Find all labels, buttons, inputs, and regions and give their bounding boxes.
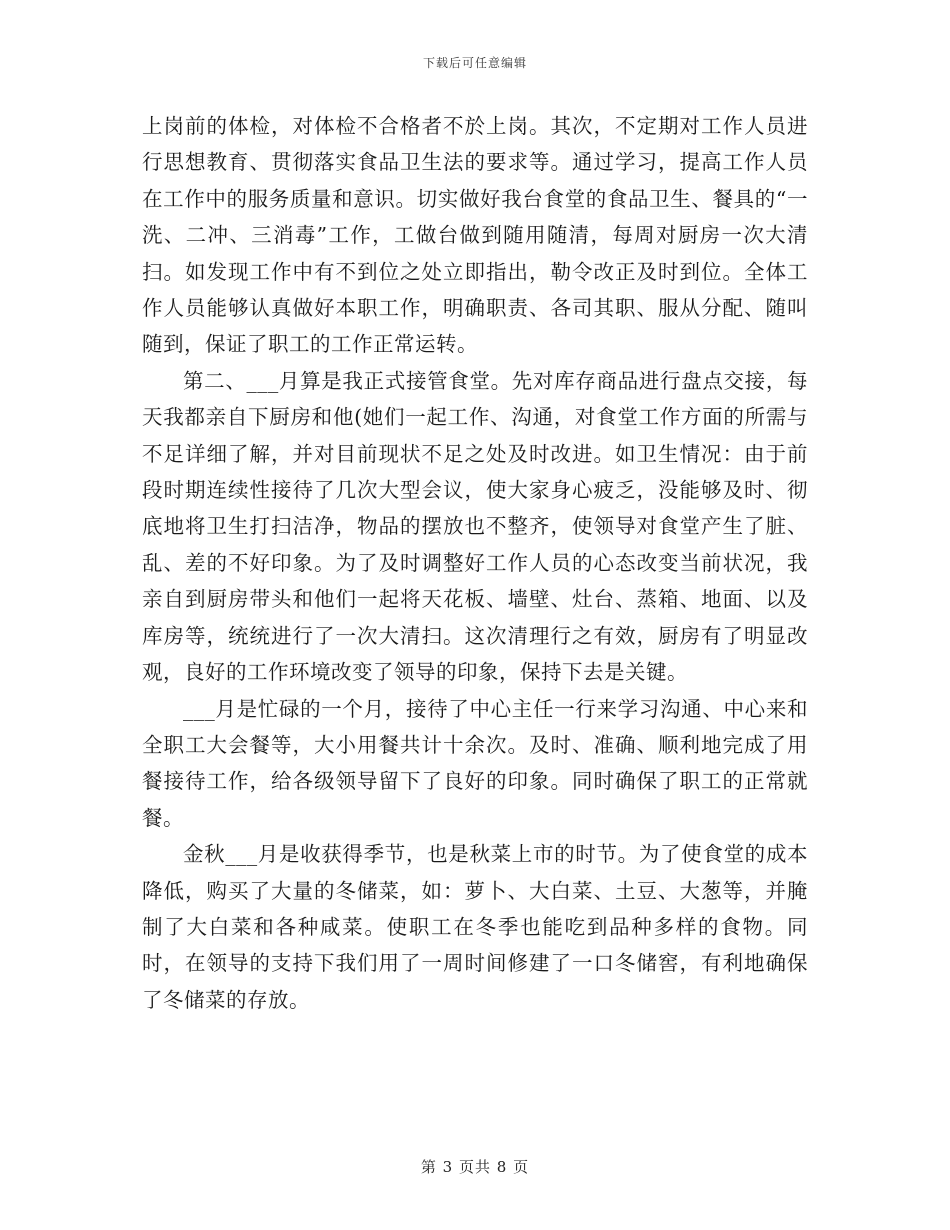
paragraph-1: 上岗前的体检，对体检不合格者不於上岗。其次，不定期对工作人员进行思想教育、贯彻落实食品卫生法的要求等。通过学习，提高工作人员在工作中的服务质量和意识。切实做好我台食堂的食品卫生、餐具的“一洗、二冲、三消毒”工作，工做台做到随用随清，每周对厨房一次大清扫。如发现工作中有不到位之处立即指出，勒令改正及时到位。全体工作人员能够认真做好本职工作，明确职责、各司其职、服从分配、随叫随到，保证了职工的工作正常运转。 (142, 114, 808, 357)
page-number: 第 3 页共 8 页 (420, 1158, 530, 1176)
paragraph-3: ___月是忙碌的一个月，接待了中心主任一行来学习沟通、中心来和全职工大会餐等，大小用餐共计十余次。及时、准确、顺利地完成了用餐接待工作，给各级领导留下了良好的印象。同时确保了职工的正常就餐。 (142, 696, 808, 830)
page-header: 下载后可任意编辑 (422, 56, 527, 70)
paragraph-2: 第二、___月算是我正式接管食堂。先对库存商品进行盘点交接，每天我都亲自下厨房和他(她们一起工作、沟通，对食堂工作方面的所需与不足详细了解，并对目前现状不足之处及时改进。如卫生情况：由于前段时期连续性接待了几次大型会议，使大家身心疲乏，没能够及时、彻底地将卫生打扫洁净，物品的摆放也不整齐，使领导对食堂产生了脏、乱、差的不好印象。为了及时调整好工作人员的心态改变当前状况，我亲自到厨房带头和他们一起将天花板、墙壁、灶台、蒸箱、地面、以及库房等，统统进行了一次大清扫。这次清理行之有效，厨房有了明显改观，良好的工作环境改变了领导的印象，保持下去是关键。 (142, 368, 808, 685)
paragraph-4: 金秋___月是收获得季节，也是秋菜上市的时节。为了使食堂的成本降低，购买了大量的冬储菜，如：萝卜、大白菜、土豆、大葱等，并腌制了大白菜和各种咸菜。使职工在冬季也能吃到品种多样的食物。同时，在领导的支持下我们用了一周时间修建了一口冬储窖，有利地确保了冬储菜的存放。 (142, 842, 808, 1012)
document-body (142, 108, 808, 1018)
